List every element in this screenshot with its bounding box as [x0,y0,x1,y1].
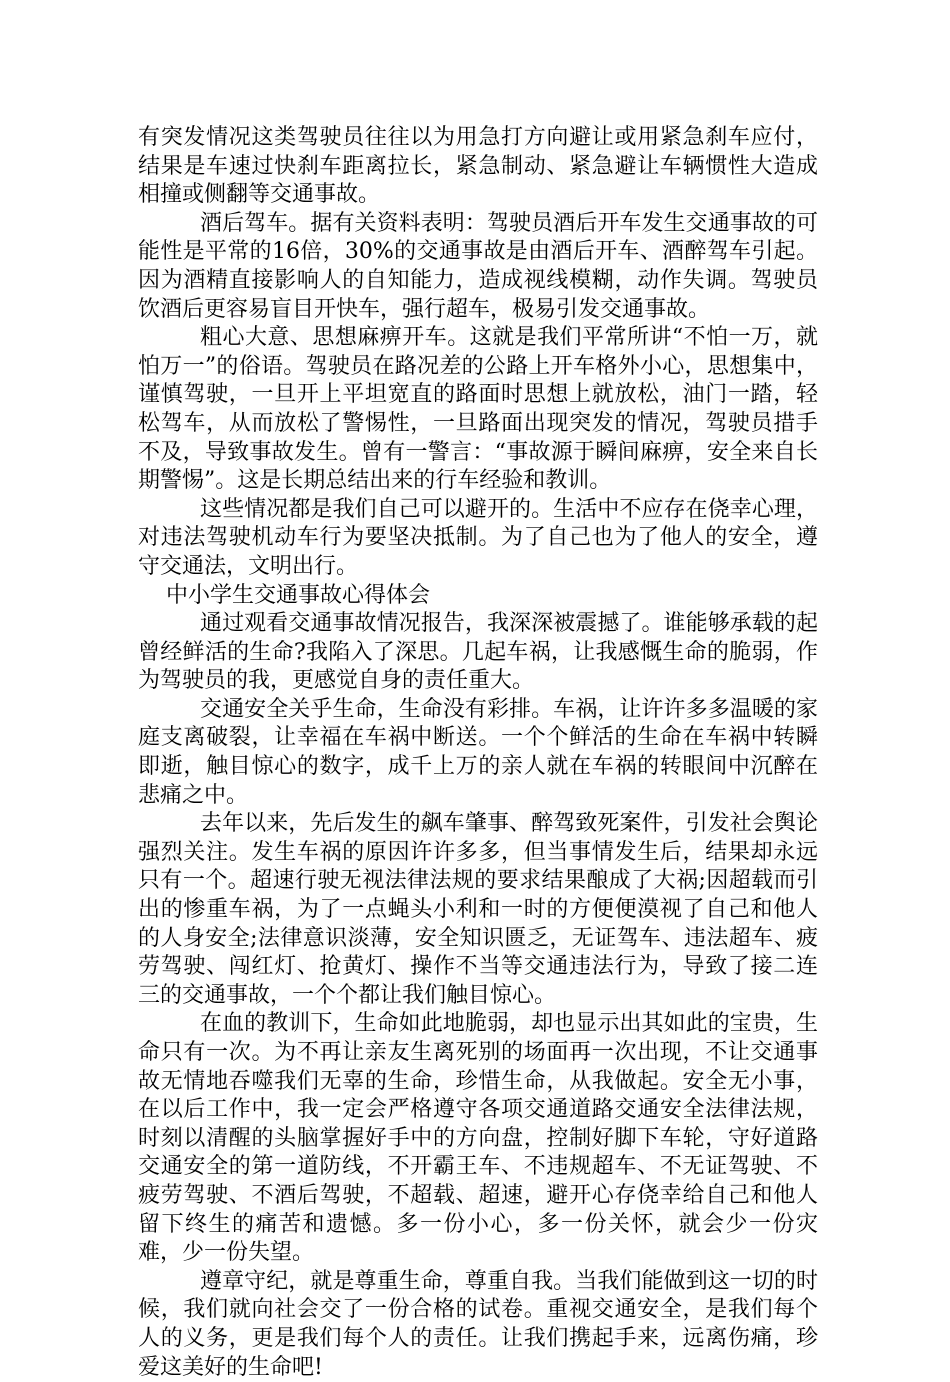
section-title: 中小学生交通事故心得体会 [166,582,431,608]
paragraph-avoidable-situations: 这些情况都是我们自己可以避开的。生活中不应存在侥幸心理，对违法驾驶机动车行为要坚决抵制。为了自己也为了他人的安全，遵守交通法，文明出行。 [138,496,818,579]
paragraph-accident-causes: 去年以来，先后发生的飙车肇事、醉驾致死案件，引发社会舆论强烈关注。发生车祸的原因许许多多，但当事情发生后，结果却永远只有一个。超速行驶无视法律法规的要求结果酿成了大祸;因超载而引出的惨重车祸，为了一点蝇头小利和一时的方便便漠视了自己和他人的人身安全;法律意识淡薄，安全知识匮乏，无证驾车、违法超车、疲劳驾驶、闯红灯、抢黄灯、操作不当等交通违法行为，导致了接二连三的交通事故，一个个都让我们触目惊心。 [138,811,818,1008]
paragraph-careless-driving: 粗心大意、思想麻痹开车。这就是我们平常所讲“不怕一万，就怕万一”的俗语。驾驶员在路况差的公路上开车格外小心，思想集中，谨慎驾驶，一旦开上平坦宽直的路面时思想上就放松，油门一踏，轻松驾车，从而放松了警惕性，一旦路面出现突发的情况，驾驶员措手不及，导致事故发生。曾有一警言：“事故源于瞬间麻痹，安全来自长期警惕”。这是长期总结出来的行车经验和教训。 [138,325,818,494]
paragraph-lessons: 在血的教训下，生命如此地脆弱，却也显示出其如此的宝贵，生命只有一次。为不再让亲友生离死别的场面再一次出现，不让交通事故无情地吞噬我们无辜的生命，珍惜生命，从我做起。安全无小事，在以后工作中，我一定会严格遵守各项交通道路交通安全法律法规，时刻以清醒的头脑掌握好手中的方向盘，控制好脚下车轮，守好道路交通安全的第一道防线，不开霸王车、不违规超车、不无证驾驶、不疲劳驾驶、不酒后驾驶，不超载、超速，避开心存侥幸给自己和他人留下终生的痛苦和遗憾。多一份小心，多一份关怀，就会少一份灾难，少一份失望。 [138,1011,818,1266]
paragraph-drunk-driving: 酒后驾车。据有关资料表明：驾驶员酒后开车发生交通事故的可能性是平常的16倍，30%的交通事故是由酒后开车、酒醉驾车引起。因为酒精直接影响人的自知能力，造成视线模糊，动作失调。驾驶员饮酒后更容易盲目开快车，强行超车，极易引发交通事故。 [138,210,818,322]
paragraph-safety-and-life: 交通安全关乎生命，生命没有彩排。车祸，让许许多多温暖的家庭支离破裂，让幸福在车祸中断送。一个个鲜活的生命在车祸中转瞬即逝，触目惊心的数字，成千上万的亲人就在车祸的转眼间中沉醉在悲痛之中。 [138,696,818,808]
paragraph-report-impression: 通过观看交通事故情况报告，我深深被震撼了。谁能够承载的起曾经鲜活的生命?我陷入了深思。几起车祸，让我感慨生命的脆弱，作为驾驶员的我，更感觉自身的责任重大。 [138,611,818,694]
paragraph-conclusion: 遵章守纪，就是尊重生命，尊重自我。当我们能做到这一切的时候，我们就向社会交了一份合格的试卷。重视交通安全，是我们每个人的义务，更是我们每个人的责任。让我们携起手来，远离伤痛，珍爱这美好的生命吧! [138,1268,818,1380]
paragraph-continuation: 有突发情况这类驾驶员往往以为用急打方向避让或用紧急刹车应付，结果是车速过快刹车距离拉长，紧急制动、紧急避让车辆惯性大造成相撞或侧翻等交通事故。 [138,125,818,208]
document-body [138,124,818,1382]
